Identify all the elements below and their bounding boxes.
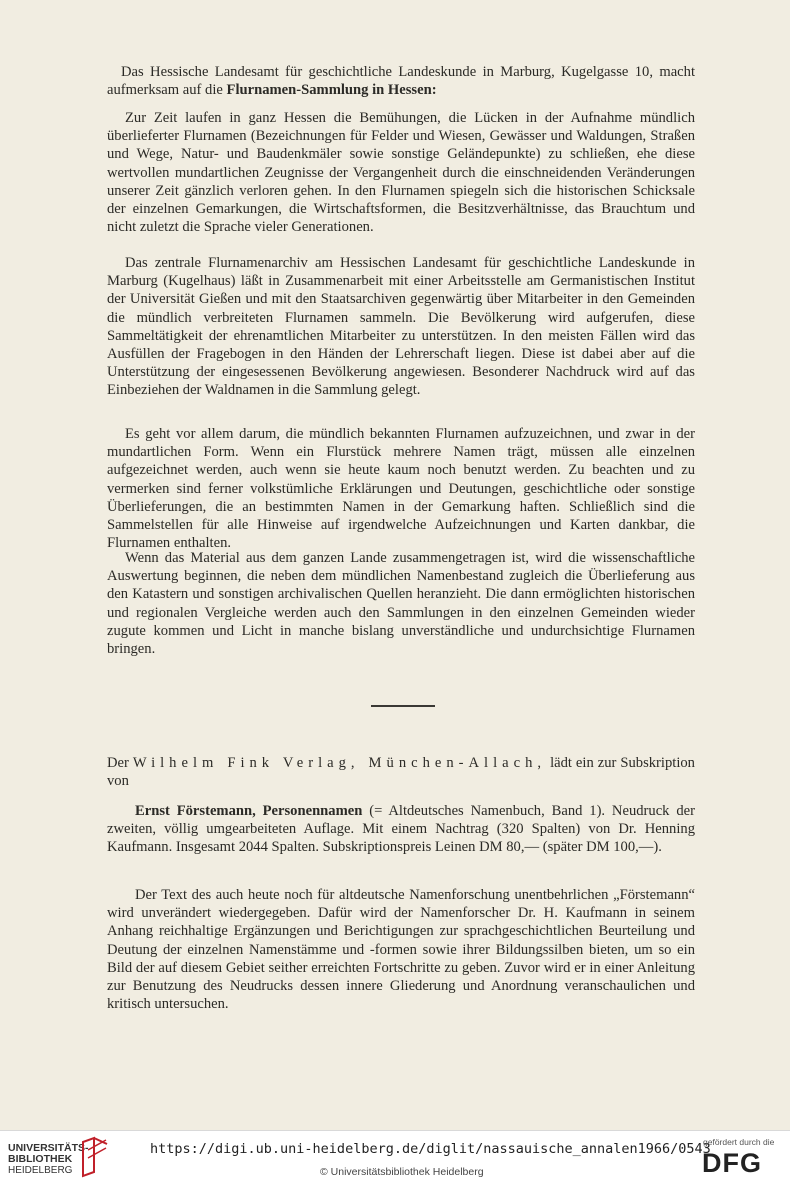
paragraph-text: Das zentrale Flurnamenarchiv am Hessischen Landesamt für geschichtliche Landeskunde in Marburg (Kugelhaus) läßt in Zusammenarbeit mit einer Arbeitsstelle am Germanistischen Institut der Universität Gießen und mit den Staatsarchiven gegenwärtig über Mitarbeiter in den Gemeinden die mündlich verbreiteten Flurnamen sammeln. Die Bevölkerung wird aufgerufen, diese Sammeltätigkeit der ehrenamtlichen Mitarbeiter zu unterstützen. In den meisten Fällen wird das Ausfüllen der Fragebogen in den Händen der Lehrerschaft liegen. Diese ist dabei aber auf die Unterstützung der eingesessenen Bevölkerung angewiesen. Besonderer Nachdruck wird auf das Einbeziehen der Waldnamen in die Sammlung gelegt. — [107, 255, 695, 399]
body-paragraph-4 — [107, 549, 695, 658]
body-paragraph-1 — [107, 109, 695, 236]
book-description — [107, 886, 695, 1013]
intro-paragraph — [107, 63, 695, 99]
dfg-caption: gefördert durch die — [703, 1137, 775, 1147]
book-details: (= Altdeutsches Namenbuch, Band 1). Neudruck der zweiten, völlig umgearbeiteten Auflage. Mit einem Nachtrag (320 Spalten) von Dr. Henning Kaufmann. Insgesamt 2044 Spalten. Subskriptionspreis Leinen DM 80,— (später DM 100,—). — [107, 803, 695, 856]
library-logo-text[interactable] — [8, 1143, 89, 1176]
section-divider — [371, 705, 435, 707]
intro-bold-title: Flurnamen-Sammlung in Hessen: — [226, 82, 437, 99]
permalink-url[interactable]: https://digi.ub.uni-heidelberg.de/diglit/nassauische_annalen1966/0543 — [150, 1141, 711, 1157]
fink-publisher: Wilhelm Fink Verlag, München-Allach, — [132, 755, 547, 771]
body-paragraph-3 — [107, 425, 695, 552]
viewer-footer — [0, 1130, 790, 1187]
paragraph-text: Es geht vor allem darum, die mündlich bekannten Flurnamen aufzuzeichnen, und zwar in der mundartlichen Form. Wenn ein Flurstück mehrere Namen trägt, müssen alle einzelnen aufgezeichnet werden, auch wenn sie heute kaum noch benutzt werden. Zu beachten und zu vermerken sind ferner volkstümliche Erklärungen und Deutungen, geschichtliche oder sonstige Überlieferungen, die an bestimmten Namen in der Gemarkung haften. Schließlich sind die Sammelstellen für alle Hinweise auf irgendwelche Aufzeichnungen und Karten dankbar, die Flurnamen enthalten. — [107, 426, 695, 552]
copyright-notice: © Universitätsbibliothek Heidelberg — [320, 1166, 484, 1178]
book-entry — [107, 802, 695, 857]
book-title: Ernst Förstemann, Personennamen — [135, 803, 363, 819]
fink-announcement — [107, 754, 695, 790]
dfg-logo[interactable]: DFG — [702, 1148, 762, 1178]
library-line-2: BIBLIOTHEK — [8, 1153, 73, 1165]
description-text: Der Text des auch heute noch für altdeutsche Namenforschung unentbehrlichen „Förstemann“ wird unverändert wiedergegeben. Dafür wird der Namenforscher Dr. H. Kaufmann in seinem Anhang reichhaltige Ergänzungen und Berichtigungen zur sprachgeschichtlichen Beurteilung und Deutung der einzelnen Namenstämme und -formen sowie ihrer Bildungssilben bieten, um so ein Bild der auf diesem Gebiet seither erreichten Fortschritte zu geben. Zuvor wird er in einer Anleitung zur Benutzung des Neudrucks dessen innere Gliederung und Anordnung veranschaulichen und kritisch untersuchen. — [107, 887, 695, 1013]
library-line-3: HEIDELBERG — [8, 1165, 73, 1176]
paragraph-text: Wenn das Material aus dem ganzen Lande zusammengetragen ist, wird die wissenschaftliche Auswertung beginnen, die neben dem mündlichen Namenbestand zugleich die Überlieferung aus den Katastern und sonstigen archivalischen Quellen heranzieht. Die dann ermöglichten historischen und regionalen Vergleiche werden auch den Sammlungen in den einzelnen Gemeinden wieder zugute kommen und Licht in manche bislang unverständliche und undurchsichtige Flurnamen bringen. — [107, 550, 695, 658]
body-paragraph-2 — [107, 254, 695, 400]
library-line-1: UNIVERSITÄTS- — [8, 1142, 89, 1154]
fink-prefix: Der — [107, 755, 129, 771]
intro-text: Das Hessische Landesamt für geschichtliche Landeskunde in Marburg, Kugelgasse 10, macht aufmerksam auf die — [107, 64, 695, 99]
ub-heidelberg-logo-icon[interactable] — [80, 1136, 110, 1182]
fink-suffix: lädt ein zur Subskription von — [107, 755, 695, 790]
paragraph-text: Zur Zeit laufen in ganz Hessen die Bemühungen, die Lücken in der Aufnahme mündlich überlieferter Flurnamen (Bezeichnungen für Felder und Wiesen, Gewässer und Waldungen, Straßen und Wege, Natur- und Baudenkmäler sowie sonstige Geländepunkte) zu schließen, ehe diese wertvollen mundartlichen Zeugnisse der Vergangenheit durch die einschneidenden Veränderungen unserer Zeit gänzlich verloren gehen. In den Flurnamen spiegeln sich die historischen Schicksale der einzelnen Gemarkungen, die Wirtschaftsformen, die Besitzverhältnisse, das Brauchtum und nicht zuletzt die Sprache vieler Generationen. — [107, 110, 695, 236]
